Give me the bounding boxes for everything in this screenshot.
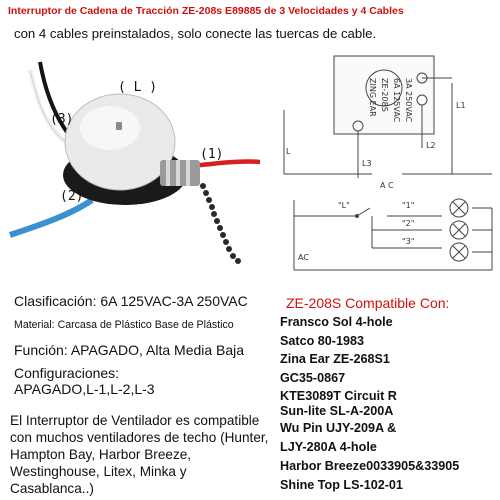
- switch-brand: ZING EAR: [368, 78, 377, 117]
- compat-item: Satco 80-1983: [280, 334, 365, 348]
- terminal-l: L: [286, 147, 291, 156]
- page-subtitle: con 4 cables preinstalados, solo conecte las tuercas de cable.: [14, 26, 377, 41]
- spec-material: Material: Carcasa de Plástico Base de Plástico: [14, 319, 234, 331]
- compat-item: KTE3089T Circuit R: [280, 389, 397, 403]
- compat-item: Shine Top LS-102-01: [280, 478, 403, 492]
- terminal-l1: L1: [456, 101, 466, 110]
- wiring-diagram: [262, 48, 500, 290]
- label-l: ( L ): [118, 80, 158, 95]
- compat-item: Fransco Sol 4-hole: [280, 315, 393, 329]
- spec-function: Función: APAGADO, Alta Media Baja: [14, 342, 245, 358]
- fan-compat-description: El Interruptor de Ventilador es compatible con muchos ventiladores de techo (Hunter, Hampton Bay, Harbor Breeze, Westinghouse, Litex, Minka y Casablanca..): [10, 413, 269, 496]
- blue-wire: [10, 200, 92, 235]
- switch-rating-2: 3A 250VAC: [404, 78, 413, 123]
- compat-item: Sun-lite SL-A-200A: [280, 404, 394, 418]
- terminal-l3: L3: [362, 159, 372, 168]
- switch-model: ZE-208S: [380, 78, 389, 112]
- switch-label-3: "3": [402, 237, 415, 246]
- ac-label-top: A C: [380, 181, 394, 190]
- spec-config-values: APAGADO,L-1,L-2,L-3: [14, 381, 155, 397]
- compat-item: Zina Ear ZE-268S1: [280, 352, 390, 366]
- lamp-icons: [450, 199, 468, 261]
- switch-label-l: "L": [338, 201, 350, 210]
- label-3: (3): [50, 112, 74, 127]
- ac-label-bottom: AC: [298, 253, 309, 262]
- switch-label-2: "2": [402, 219, 415, 228]
- bead-chain: [200, 183, 241, 264]
- switch-rating-1: 6A 125VAC: [392, 78, 401, 123]
- page-title: Interruptor de Cadena de Tracción ZE-208s E89885 de 3 Velocidades y 4 Cables: [8, 5, 404, 17]
- compat-item: Wu Pin UJY-209A &: [280, 421, 397, 435]
- switch-label-1: "1": [402, 201, 415, 210]
- compat-title: ZE-208S Compatible Con:: [286, 295, 450, 311]
- compat-item: GC35-0867: [280, 371, 346, 385]
- label-1: (1): [200, 147, 224, 162]
- compat-item: Harbor Breeze0033905&33905: [280, 459, 460, 473]
- label-2: (2): [60, 189, 84, 204]
- terminal-l2: L2: [426, 141, 436, 150]
- compat-item: LJY-280A 4-hole: [280, 440, 377, 454]
- product-photo: [0, 50, 260, 285]
- spec-config-title: Configuraciones:: [14, 365, 120, 381]
- spec-classification: Clasificación: 6A 125VAC-3A 250VAC: [14, 293, 248, 309]
